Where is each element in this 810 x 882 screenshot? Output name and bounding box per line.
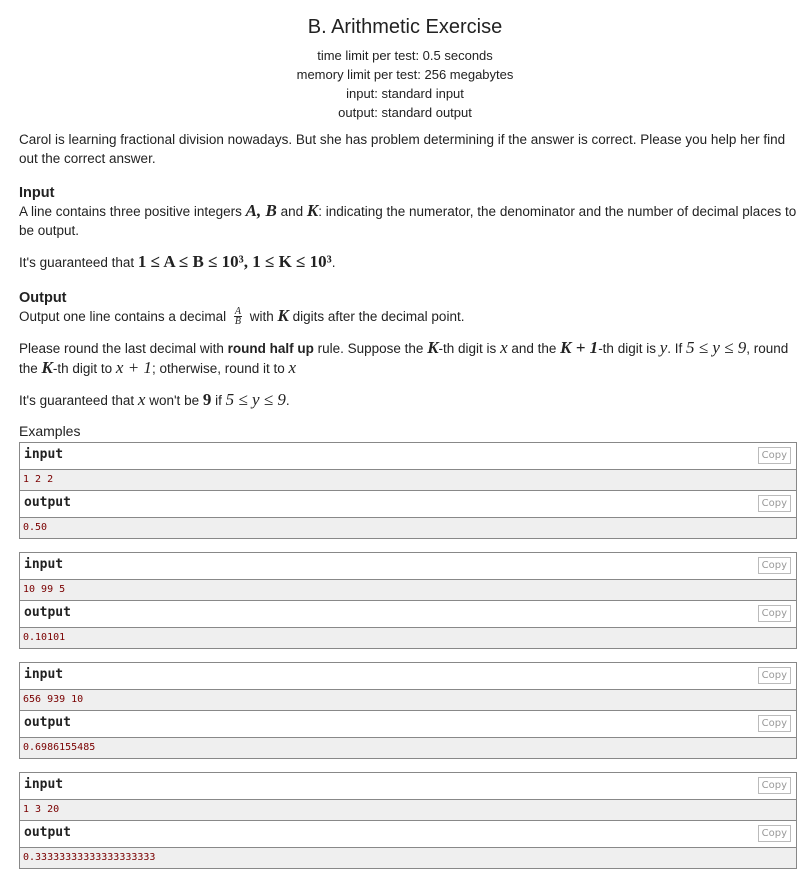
copy-output-button[interactable]: Copy xyxy=(758,605,791,622)
text: ; otherwise, round it to xyxy=(151,360,289,376)
copy-output-button[interactable]: Copy xyxy=(758,495,791,512)
legend: Carol is learning fractional division nowadays. But she has problem determining if the answer is correct. Please you help her find out the correct answer. xyxy=(19,132,786,166)
math-k: K xyxy=(427,338,439,358)
example-2 xyxy=(19,552,797,649)
text: . xyxy=(331,255,336,270)
example-1 xyxy=(19,442,797,539)
math-condition: 5 ≤ y ≤ 9 xyxy=(686,338,747,358)
output-description xyxy=(19,307,797,327)
example-input[interactable]: 1 2 2 xyxy=(20,470,796,491)
guarantee xyxy=(19,391,797,411)
text: digits after the decimal point. xyxy=(288,308,465,324)
math-x: x xyxy=(500,338,508,358)
math-y: y xyxy=(659,338,668,358)
text: , round the xyxy=(19,341,789,376)
example-input-header xyxy=(20,553,796,580)
problem-header xyxy=(0,0,810,122)
copy-input-button[interactable]: Copy xyxy=(758,667,791,684)
example-output[interactable]: 0.50 xyxy=(20,518,796,538)
math-k-plus-1: K + 1 xyxy=(560,338,599,358)
fraction-denominator: B xyxy=(234,316,241,328)
bold-text: round half up xyxy=(227,341,314,357)
text: -th digit is xyxy=(438,341,501,357)
example-4 xyxy=(19,772,797,869)
text: -th digit to xyxy=(52,360,116,376)
text: . xyxy=(285,393,290,409)
text: A line contains three positive integers xyxy=(19,204,246,219)
rounding-rule xyxy=(19,339,797,378)
example-output-header xyxy=(20,821,796,848)
input-file: input: standard input xyxy=(346,86,464,101)
math-condition: 5 ≤ y ≤ 9 xyxy=(225,390,286,410)
input-label: input xyxy=(24,556,64,572)
text: . If xyxy=(667,341,687,357)
fraction-numerator: A xyxy=(234,306,241,318)
text: It's guaranteed that xyxy=(19,255,138,270)
example-output-header xyxy=(20,601,796,628)
text: Please round the last decimal with xyxy=(19,341,228,357)
example-input-header xyxy=(20,773,796,800)
input-constraints xyxy=(19,253,797,273)
example-output-header xyxy=(20,491,796,518)
problem-statement xyxy=(19,131,797,882)
text: if xyxy=(211,393,226,409)
math-x-plus-1: x + 1 xyxy=(115,357,152,377)
fraction-a-over-b xyxy=(234,307,242,326)
text: and the xyxy=(507,341,561,357)
text: and xyxy=(276,204,307,219)
text: with xyxy=(246,308,278,324)
example-3 xyxy=(19,662,797,759)
copy-input-button[interactable]: Copy xyxy=(758,777,791,794)
problem-title: B. Arithmetic Exercise xyxy=(307,16,503,38)
example-input[interactable]: 656 939 10 xyxy=(20,690,796,711)
input-label: input xyxy=(24,666,64,682)
text: -th digit is xyxy=(598,341,660,357)
example-output[interactable]: 0.10101 xyxy=(20,628,796,648)
output-section-title: Output xyxy=(19,289,67,306)
output-label: output xyxy=(24,494,71,510)
math-nine: 9 xyxy=(202,390,212,410)
copy-output-button[interactable]: Copy xyxy=(758,825,791,842)
memory-limit: memory limit per test: 256 megabytes xyxy=(296,67,514,82)
text: : indicating the numerator, the denominator and the number of decimal places to be output. xyxy=(19,204,797,238)
example-output[interactable]: 0.33333333333333333333 xyxy=(20,848,796,868)
math-x: x xyxy=(137,390,146,410)
math-constraints: 1 ≤ A ≤ B ≤ 10³, 1 ≤ K ≤ 10³ xyxy=(137,252,332,271)
text: won't be xyxy=(145,393,203,409)
example-output[interactable]: 0.6986155485 xyxy=(20,738,796,758)
input-description xyxy=(19,202,797,240)
output-label: output xyxy=(24,604,71,620)
example-input[interactable]: 1 3 20 xyxy=(20,800,796,821)
time-limit: time limit per test: 0.5 seconds xyxy=(317,48,493,63)
math-k: K xyxy=(41,357,53,377)
math-x: x xyxy=(288,357,297,377)
output-file: output: standard output xyxy=(338,105,472,120)
input-section-title: Input xyxy=(19,185,55,201)
input-label: input xyxy=(24,776,64,792)
examples-title: Examples xyxy=(19,422,81,439)
copy-input-button[interactable]: Copy xyxy=(758,447,791,464)
output-label: output xyxy=(24,714,71,730)
example-input[interactable]: 10 99 5 xyxy=(20,580,796,601)
example-input-header xyxy=(20,443,796,470)
text: rule. Suppose the xyxy=(313,341,428,357)
example-input-header xyxy=(20,663,796,690)
example-output-header xyxy=(20,711,796,738)
math-k: K xyxy=(277,305,289,325)
math-k: K xyxy=(306,201,319,220)
copy-input-button[interactable]: Copy xyxy=(758,557,791,574)
input-label: input xyxy=(24,446,64,462)
text: It's guaranteed that xyxy=(19,393,138,409)
text: Output one line contains a decimal xyxy=(19,308,230,324)
math-ab: A, B xyxy=(245,201,277,220)
copy-output-button[interactable]: Copy xyxy=(758,715,791,732)
output-label: output xyxy=(24,824,71,840)
